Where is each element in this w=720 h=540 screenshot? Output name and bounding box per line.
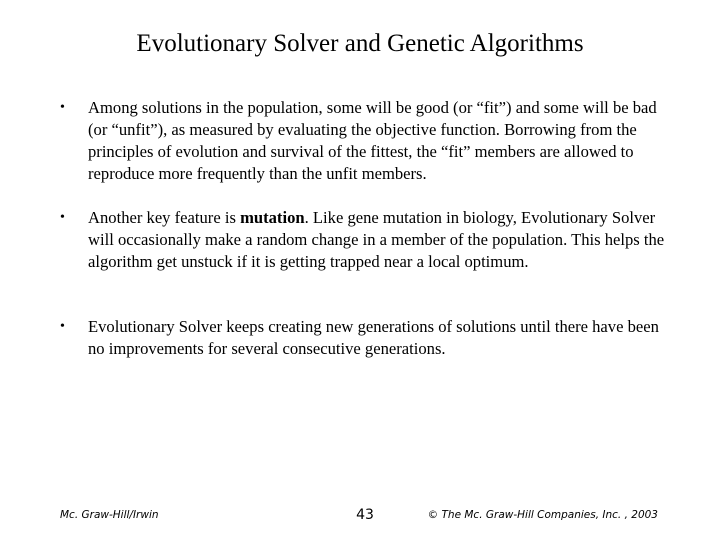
bullet-marker: • [60, 100, 65, 115]
page-number: 43 [356, 507, 374, 523]
bullet-text-1: Among solutions in the population, some will be good (or “fit”) and some will be bad (or “unfit”), as measured by evaluating the objective function. Borrowing from the principles of evolution and survival of the fittest, the “fit” members are allowed to reproduce more frequently than the unfit members. [88, 98, 657, 183]
footer-publisher: Mc. Graw-Hill/Irwin [60, 509, 159, 521]
footer-copyright: © The Mc. Graw-Hill Companies, Inc. , 2003 [427, 509, 658, 521]
bold-term-mutation: mutation [240, 208, 305, 227]
bullet-text-2-start: Another key feature is [88, 208, 241, 227]
bullet-marker: • [60, 210, 65, 225]
bullet-text-2 [88, 207, 670, 273]
bullet-marker: • [60, 319, 65, 334]
bullet-text-3: Evolutionary Solver keeps creating new generations of solutions until there have been no improvements for several consecutive generations. [88, 317, 659, 358]
bullet-text-2-end: . Like gene mutation in biology, Evolutionary Solver will occasionally make a random change in a member of the population. This helps the algorithm get unstuck if it is getting trapped near a local optimum. [88, 208, 665, 271]
slide-title: Evolutionary Solver and Genetic Algorithms [136, 30, 584, 57]
